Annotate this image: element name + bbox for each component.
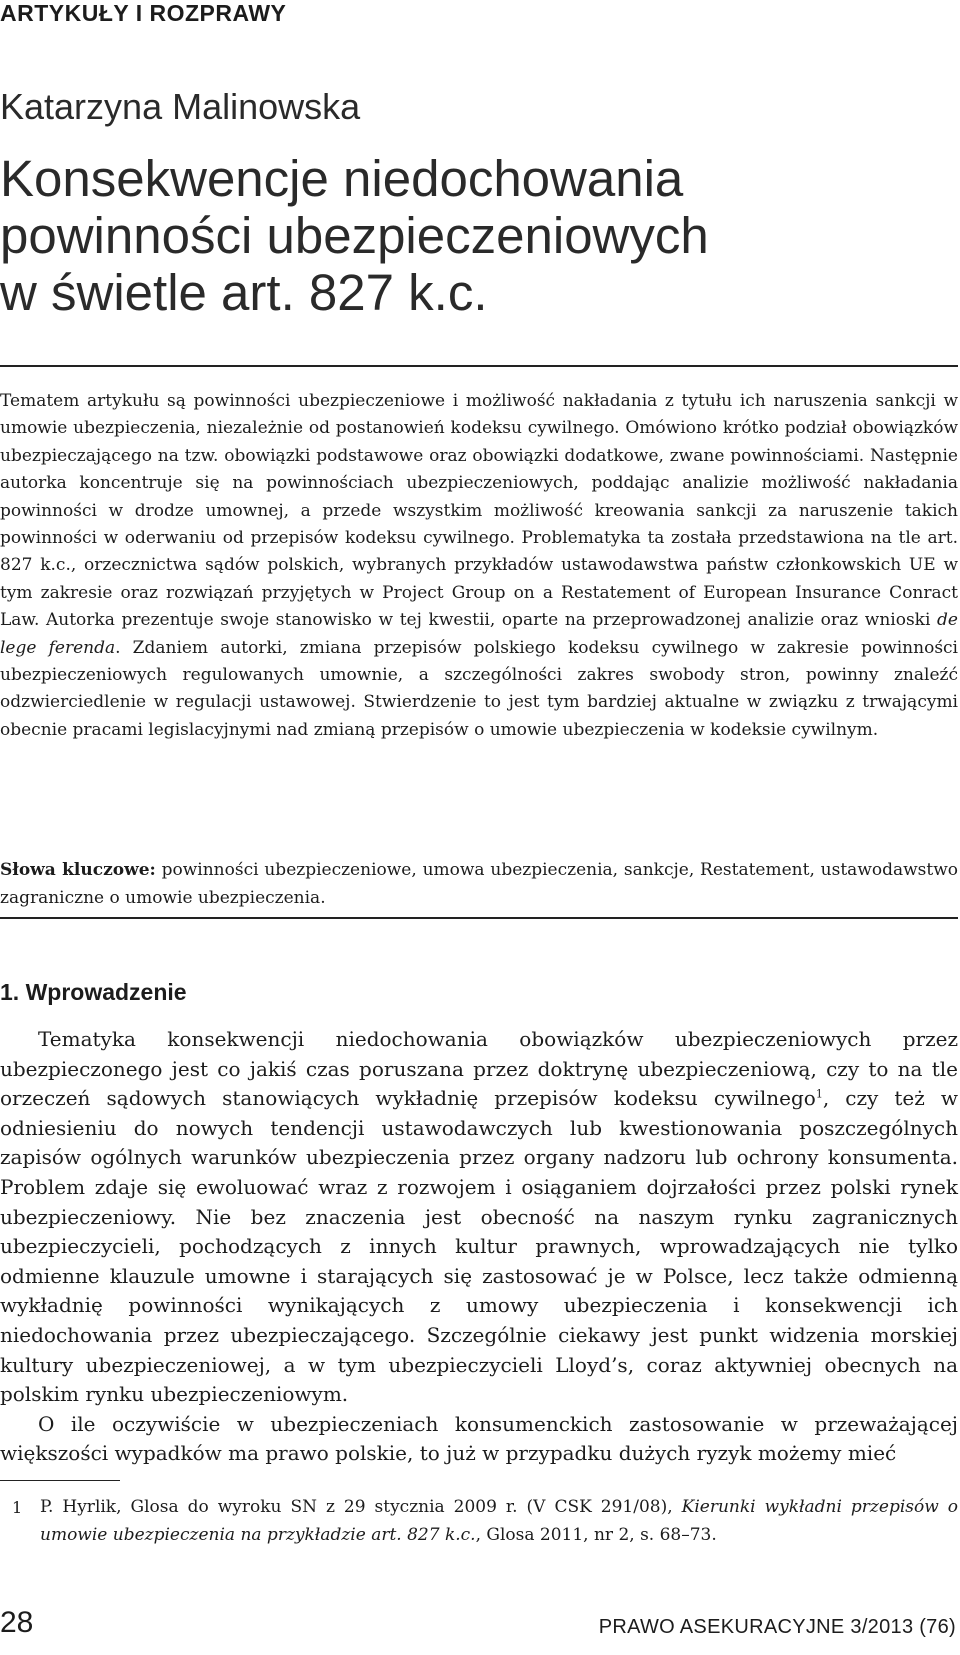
footnote-rule — [0, 1480, 120, 1481]
abstract-top-rule — [0, 365, 958, 367]
abstract-text: . Zdaniem autorki, zmiana przepisów polskiego kodeksu cywilnego w zakresie powinności ubezpieczeniowych regulowanych umownie, a szczególności zakres swobody stron, powinny znaleźć odzwierciedlenie w regulacji ustawowej. Stwierdzenie to jest tym bardziej aktualne w związku z trwającymi obecnie pracami legislacyjnymi nad zmianą przepisów o umowie ubezpieczenia w kodeksie cywilnym. — [0, 637, 958, 740]
section-label: ARTYKUŁY I ROZPRAWY — [0, 0, 287, 26]
abstract-italic: de lege ferenda — [0, 610, 958, 658]
author-name: Katarzyna Malinowska — [0, 86, 361, 127]
body-paragraph: O ile oczywiście w ubezpieczeniach konsumenckich zastosowanie w przeważającej większości wypadków ma prawo polskie, to już w przypadku dużych ryzyk możemy mieć — [0, 1411, 958, 1466]
paragraph-text: Tematyka konsekwencji niedochowania obowiązków ubezpieczeniowych przez ubezpieczonego jest co jakiś czas poruszana przez doktrynę ubezpieczeniową, czy to na tle orzeczeń sądowych stanowiących wykładnię przepisów kodeksu cywilnego — [0, 1027, 958, 1111]
footnote-text-plain: P. Hyrlik, Glosa do wyroku SN z 29 stycznia 2009 r. (V CSK 291/08), — [40, 1497, 682, 1517]
abstract-paragraph — [0, 388, 958, 744]
footnote-reference[interactable]: 1 — [815, 1087, 823, 1101]
body-paragraph — [0, 1025, 958, 1410]
abstract-bottom-rule — [0, 917, 958, 919]
footnote-italic: Kierunki wykładni przepisów o umowie ubezpieczenia na przykładzie art. 827 k.c. — [40, 1497, 959, 1545]
keywords — [0, 857, 958, 912]
title-line: w świetle art. 827 k.c. — [0, 264, 488, 321]
abstract-text: Tematem artykułu są powinności ubezpieczeniowe i możliwość nakładania z tytułu ich naruszenia sankcji w umowie ubezpieczenia, niezależnie od postanowień kodeksu cywilnego. Omówiono krótko podział obowiązków ubezpieczającego na tzw. obowiązki podstawowe oraz obowiązki dodatkowe, zwane powinnościami. Następnie autorka koncentruje się na powinnościach ubezpieczeniowych, poddając analizie możliwość nakładania powinności w drodze umownej, a przede wszystkim możliwość kreowania sankcji za naruszenie takich powinności w oderwaniu od przepisów kodeksu cywilnego. Problematyka ta została przedstawiona na tle art. 827 k.c., orzecznictwa sądów polskich, wybranych przykładów ustawodawstwa państw członkowskich UE w tym zakresie oraz rozwiązań przyjętych w Project Group on a Restatement of European Insurance Conract Law. Autorka prezentuje swoje stanowisko w tej kwestii, oparte na przeprowadzonej analizie oraz wnioski — [0, 391, 958, 631]
abstract — [0, 388, 958, 744]
footnote-text — [40, 1494, 958, 1549]
paragraph-text: , czy też w odniesieniu do nowych tendencji ustawodawczych lub kwestionowania poszczególnych zapisów ogólnych warunków ubezpieczenia przez organy nadzoru lub ochrony konsumenta. Problem zdaje się ewoluować wraz z rozwojem i osiąganiem dojrzałości przez polski rynek ubezpieczeniowy. Nie bez znaczenia jest obecność na naszym rynku zagranicznych ubezpieczycieli, pochodzących z innych kultur prawnych, wprowadzających nie tylko odmienne klauzule umowne i starających się zastosować je w Polsce, lecz także odmienną wykładnię powinności wynikających z umowy ubezpieczenia i konsekwencji ich niedochowania przez ubezpieczającego. Szczególnie ciekawy jest punkt widzenia morskiej kultury ubezpieczeniowej, a w tym ubezpieczycieli Lloyd’s, coraz aktywniej obecnych na polskim rynku ubezpieczeniowym. — [0, 1086, 958, 1407]
keywords-label: Słowa kluczowe: — [0, 860, 156, 880]
page-number: 28 — [0, 1606, 34, 1639]
body-text — [0, 1025, 958, 1469]
keywords-text: powinności ubezpieczeniowe, umowa ubezpieczenia, sankcje, Restatement, ustawodawstwo zagraniczne o umowie ubezpieczenia. — [0, 860, 959, 908]
journal-name: PRAWO ASEKURACYJNE 3/2013 (76) — [598, 1616, 956, 1638]
footnote-number: 1 — [12, 1498, 23, 1517]
footnote-text-plain: , Glosa 2011, nr 2, s. 68–73. — [475, 1524, 717, 1545]
title-line: Konsekwencje niedochowania — [0, 150, 684, 207]
article-title — [0, 150, 940, 321]
footnote — [12, 1494, 958, 1549]
section-heading: 1. Wprowadzenie — [0, 979, 187, 1005]
title-line: powinności ubezpieczeniowych — [0, 207, 709, 264]
